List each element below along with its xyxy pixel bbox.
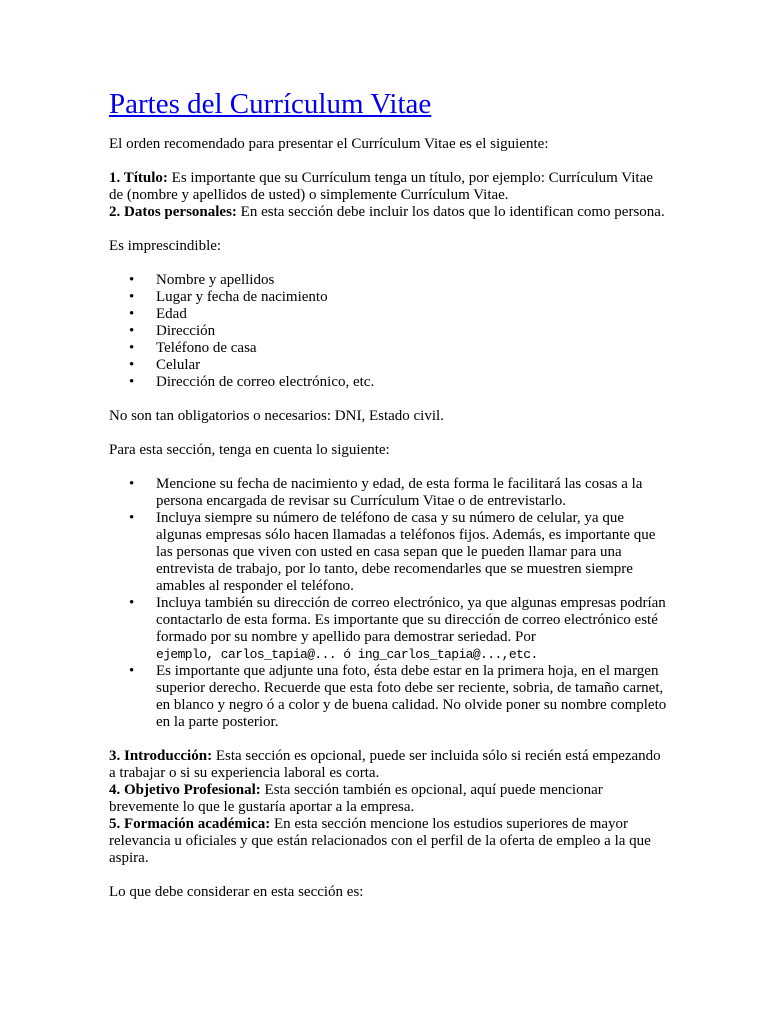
list-item: • Celular xyxy=(109,357,669,374)
section-introduccion-text: Esta sección es opcional, puede ser incluida sólo si recién está empezando a trabajar o si su experiencia laboral es corta. xyxy=(109,748,661,781)
section-formacion xyxy=(109,816,669,867)
document-body xyxy=(109,86,669,901)
list-item: • Incluya siempre su número de teléfono de casa y su número de celular, ya que algunas empresas sólo hacen llamadas a teléfonos fijos. Además, es importante que las personas que viven con usted en casa sepan que le pueden llamar para una entrevista de trabajo, por lo tanto, debe recomendarles que se muestren siempre amables al responder el teléfono. xyxy=(109,510,669,595)
section-datos-personales xyxy=(109,204,669,221)
section-objetivo-label: 4. Objetivo Profesional: xyxy=(109,782,261,798)
tips-heading: Para esta sección, tenga en cuenta lo siguiente: xyxy=(109,442,390,458)
section-datos-text: En esta sección debe incluir los datos que lo identifican como persona. xyxy=(236,204,665,220)
intro-paragraph: El orden recomendado para presentar el Currículum Vitae es el siguiente: xyxy=(109,136,549,152)
tips-list xyxy=(109,476,669,731)
page-title-link[interactable]: Partes del Currículum Vitae xyxy=(109,88,432,120)
list-item: • Es importante que adjunte una foto, ésta debe estar en la primera hoja, en el margen superior derecho. Recuerde que esta foto debe ser reciente, sobria, de tamaño carnet, en blanco y negro ó a color y de buena calidad. No olvide poner su nombre completo en la parte posterior. xyxy=(109,663,669,731)
section-titulo-label: 1. Título: xyxy=(109,170,168,186)
closing-line: Lo que debe considerar en esta sección es: xyxy=(109,884,364,900)
tip-email-text: Incluya también su dirección de correo electrónico, ya que algunas empresas podrían contactarlo de esta forma. Es importante que su dirección de correo electrónico esté formado por su nombre y apellido para demostrar seriedad. Por xyxy=(156,595,666,645)
section-titulo-text: Es importante que su Currículum tenga un título, por ejemplo: Currículum Vitae de (nombre y apellidos de usted) o simplemente Currículum Vitae. xyxy=(109,170,653,203)
section-introduccion-label: 3. Introducción: xyxy=(109,748,213,764)
section-titulo xyxy=(109,170,669,204)
section-introduccion xyxy=(109,748,669,782)
section-datos-label: 2. Datos personales: xyxy=(109,204,237,220)
essential-list xyxy=(109,272,669,391)
section-objetivo-text: Esta sección también es opcional, aquí puede mencionar brevemente lo que le gustaría aportar a la empresa. xyxy=(109,782,603,815)
list-item: • Lugar y fecha de nacimiento xyxy=(109,289,669,306)
list-item: • Dirección de correo electrónico, etc. xyxy=(109,374,669,391)
list-item: • Nombre y apellidos xyxy=(109,272,669,289)
list-item xyxy=(109,595,669,663)
list-item: • Mencione su fecha de nacimiento y edad, de esta forma le facilitará las cosas a la persona encargada de revisar su Currículum Vitae o de entrevistarlo. xyxy=(109,476,669,510)
section-objetivo xyxy=(109,782,669,816)
optional-note: No son tan obligatorios o necesarios: DNI, Estado civil. xyxy=(109,408,444,424)
section-formacion-text: En esta sección mencione los estudios superiores de mayor relevancia u oficiales y que están relacionados con el perfil de la oferta de empleo a la que aspira. xyxy=(109,816,651,866)
tip-email-example: ejemplo, carlos_tapia@... ó ing_carlos_tapia@...,etc. xyxy=(156,647,538,662)
section-formacion-label: 5. Formación académica: xyxy=(109,816,271,832)
essential-heading: Es imprescindible: xyxy=(109,238,222,254)
list-item: • Dirección xyxy=(109,323,669,340)
list-item: • Teléfono de casa xyxy=(109,340,669,357)
list-item: • Edad xyxy=(109,306,669,323)
